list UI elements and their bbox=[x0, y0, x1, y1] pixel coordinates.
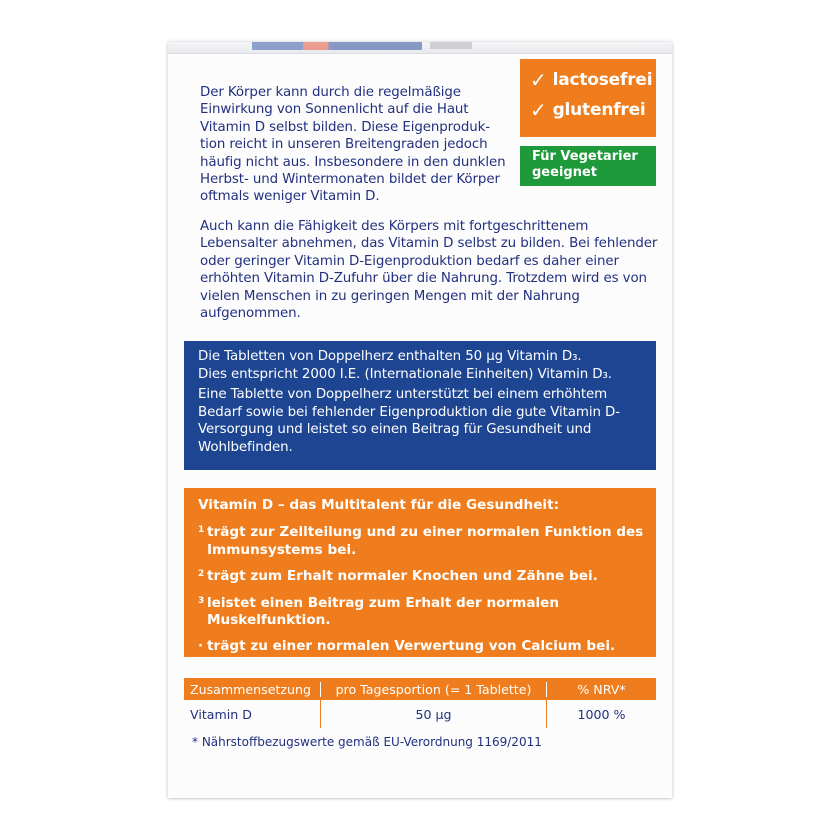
footnote: * Nährstoffbezugswerte gemäß EU-Verordnung 1169/2011 bbox=[192, 735, 542, 749]
cell-nrv: 1000 % bbox=[546, 700, 656, 728]
table-header bbox=[184, 678, 656, 700]
check-icon: ✓ bbox=[530, 68, 547, 92]
nutrition-table bbox=[184, 678, 656, 728]
header-nrv: % NRV* bbox=[546, 682, 656, 697]
dosage-paragraph: Eine Tablette von Doppelherz unterstützt bei einem erhöhtem Bedarf sowie bei fehlender Eigenproduktion die gute Vitamin D- Versorgung und leistet so einen Beitrag für Gesundheit und Wohlbefinden. bbox=[198, 387, 620, 455]
benefit-text: trägt zur Zellteilung und zu einer normalen Funktion des Immunsystems bei. bbox=[207, 524, 644, 558]
dosage-line-1: Die Tabletten von Doppelherz enthalten 50 µg Vitamin D₃. bbox=[198, 349, 582, 364]
header-per-serving: pro Tagesportion (= 1 Tablette) bbox=[320, 682, 546, 697]
benefit-marker: 2 bbox=[198, 569, 205, 580]
benefits-box bbox=[184, 488, 656, 657]
benefit-item bbox=[198, 568, 644, 585]
benefit-marker: 1 bbox=[198, 525, 205, 536]
gluten-free-row bbox=[530, 95, 656, 125]
lactose-free-label: lactosefrei bbox=[552, 70, 653, 90]
benefit-item bbox=[198, 595, 644, 630]
benefit-item bbox=[198, 524, 644, 559]
benefit-text: leistet einen Beitrag zum Erhalt der normalen Muskelfunktion. bbox=[207, 594, 560, 629]
benefit-marker: 3 bbox=[198, 595, 205, 606]
dosage-line-2: Dies entspricht 2000 I.E. (Internationale Einheiten) Vitamin D₃. bbox=[198, 366, 612, 382]
check-icon: ✓ bbox=[530, 98, 547, 122]
package-top-flap bbox=[168, 42, 672, 54]
header-composition: Zusammensetzung bbox=[190, 681, 311, 697]
benefit-text: trägt zu einer normalen Verwertung von Calcium bei. bbox=[207, 638, 616, 655]
benefits-heading: Vitamin D – das Multitalent für die Gesundheit: bbox=[198, 497, 560, 513]
table-row bbox=[184, 700, 656, 728]
flap-print bbox=[252, 42, 422, 50]
gluten-free-label: glutenfrei bbox=[552, 100, 646, 120]
benefit-text: trägt zum Erhalt normaler Knochen und Zähne bei. bbox=[207, 568, 598, 585]
benefit-item bbox=[198, 638, 644, 655]
age-paragraph: Auch kann die Fähigkeit des Körpers mit fortgeschrittenem Lebensalter abnehmen, das Vitamin D selbst zu bilden. Bei fehlender oder geringer Vitamin D-Eigenproduktion bedarf es daher einer erhöhten Vitamin D-Zufuhr über die Nahrung. Trotzdem wird es von vielen Menschen in zu geringen Mengen mit der Nahrung aufgenommen. bbox=[200, 219, 658, 322]
benefit-marker: · bbox=[198, 638, 204, 655]
cell-nutrient: Vitamin D bbox=[190, 706, 252, 722]
flap-print-grey bbox=[430, 42, 472, 49]
free-from-badge bbox=[520, 59, 656, 137]
cell-amount: 50 µg bbox=[320, 700, 546, 728]
lactose-free-row bbox=[530, 65, 656, 95]
vegetarian-badge: Für Vegetarier geeignet bbox=[520, 146, 656, 186]
intro-paragraph: Der Körper kann durch die regelmäßige Einwirkung von Sonnenlicht auf die Haut Vitamin D selbst bilden. Diese Eigenproduk- tion reicht in unseren Breitengraden jedoch häufig nicht aus. Insbesondere in den dunklen Herbst- und Wintermonaten bildet der Körper oftmals weniger Vitamin D. bbox=[200, 85, 506, 205]
dosage-info-box bbox=[184, 341, 656, 470]
